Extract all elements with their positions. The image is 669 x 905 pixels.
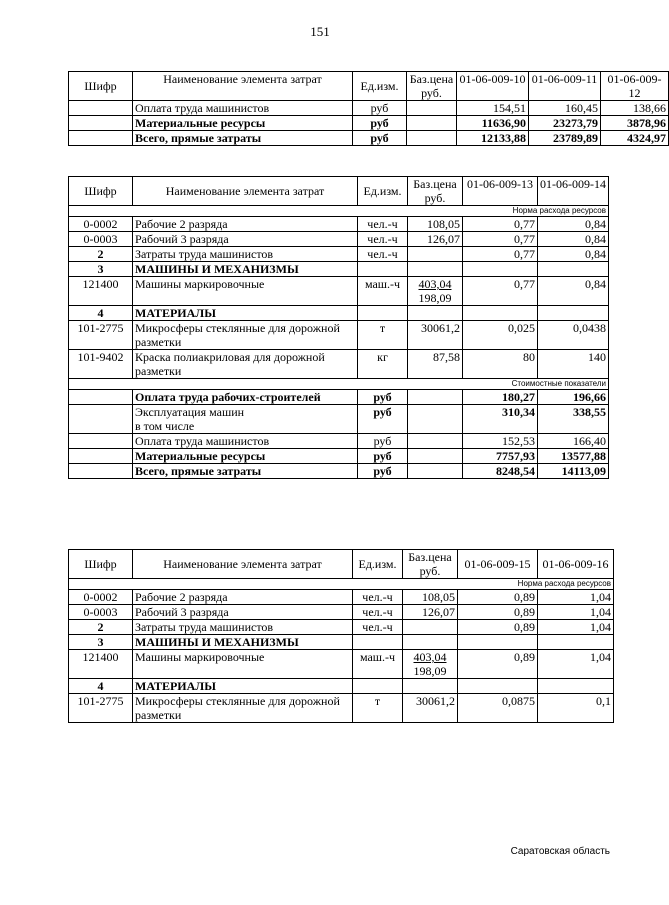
table-header: [69, 550, 614, 579]
row-name: Материальные ресурсы: [133, 116, 353, 131]
table-row: 101-9402 Краска полиакриловая для дорожной разметки кг 87,58 80 140: [69, 350, 609, 379]
row-name: Оплата труда машинистов: [133, 101, 353, 116]
header-col: 01-06-009-13: [463, 177, 538, 206]
section-cost: [69, 379, 609, 390]
table-row: 121400 Машины маркировочные маш.-ч 403,04 198,09 0,77 0,84: [69, 277, 609, 306]
table-1: [68, 71, 669, 146]
header-name: Наименование элемента затрат: [133, 72, 353, 101]
table-row: 0-0002 Рабочие 2 разряда чел.-ч 108,05 0,77 0,84: [69, 217, 609, 232]
header-code: Шифр: [69, 177, 133, 206]
header-price: Баз.цена руб.: [407, 72, 457, 101]
header-unit: Ед.изм.: [353, 550, 403, 579]
row-unit: руб: [353, 116, 407, 131]
table-3: [68, 549, 614, 723]
section-heading: 4 МАТЕРИАЛЫ: [69, 679, 614, 694]
table-row: 121400 Машины маркировочные маш.-ч 403,04 198,09 0,89 1,04: [69, 650, 614, 679]
header-col: 01-06-009-12: [601, 72, 669, 101]
row-value: 4324,97: [601, 131, 669, 146]
table-row: Материальные ресурсы руб 7757,93 13577,88: [69, 449, 609, 464]
section-norm: [69, 579, 614, 590]
header-unit: Ед.изм.: [353, 72, 407, 101]
header-price: Баз.цена руб.: [403, 550, 458, 579]
row-value: 138,66: [601, 101, 669, 116]
header-code: Шифр: [69, 550, 133, 579]
row-unit: руб: [353, 131, 407, 146]
row-value: 23789,89: [529, 131, 601, 146]
norm-label: Норма расхода ресурсов: [69, 206, 609, 217]
table-row: 2 Затраты труда машинистов чел.-ч 0,77 0,84: [69, 247, 609, 262]
row-value: 3878,96: [601, 116, 669, 131]
header-code: Шифр: [69, 72, 133, 101]
header-col: 01-06-009-15: [458, 550, 538, 579]
header-price: Баз.цена руб.: [408, 177, 463, 206]
table-header: [69, 177, 609, 206]
cost-label: Стоимостные показатели: [69, 379, 609, 390]
section-heading: 3 МАШИНЫ И МЕХАНИЗМЫ: [69, 635, 614, 650]
table-row: [69, 101, 669, 116]
table-row: 0-0003 Рабочий 3 разряда чел.-ч 126,07 0,89 1,04: [69, 605, 614, 620]
header-unit: Ед.изм.: [358, 177, 408, 206]
table-row: [69, 131, 669, 146]
table-row: 101-2775 Микросферы стеклянные для дорожной разметки т 30061,2 0,0875 0,1: [69, 694, 614, 723]
table-row: Оплата труда машинистов руб 152,53 166,40: [69, 434, 609, 449]
norm-label: Норма расхода ресурсов: [69, 579, 614, 590]
table-row: Эксплуатация машин в том числе руб 310,34 338,55: [69, 405, 609, 434]
table-row: 0-0003 Рабочий 3 разряда чел.-ч 126,07 0,77 0,84: [69, 232, 609, 247]
table-row: Оплата труда рабочих-строителей руб 180,27 196,66: [69, 390, 609, 405]
table-row: 101-2775 Микросферы стеклянные для дорожной разметки т 30061,2 0,025 0,0438: [69, 321, 609, 350]
header-name: Наименование элемента затрат: [133, 177, 358, 206]
table-row: 0-0002 Рабочие 2 разряда чел.-ч 108,05 0,89 1,04: [69, 590, 614, 605]
header-col: 01-06-009-10: [457, 72, 529, 101]
page-number: 151: [310, 24, 330, 39]
header-col: 01-06-009-14: [538, 177, 609, 206]
table-header: [69, 72, 669, 101]
section-norm: [69, 206, 609, 217]
row-value: 154,51: [457, 101, 529, 116]
row-value: 160,45: [529, 101, 601, 116]
section-heading: 4 МАТЕРИАЛЫ: [69, 306, 609, 321]
header-name: Наименование элемента затрат: [133, 550, 353, 579]
footer-region: Саратовская область: [510, 846, 610, 857]
row-unit: руб: [353, 101, 407, 116]
row-name: Всего, прямые затраты: [133, 131, 353, 146]
row-value: 23273,79: [529, 116, 601, 131]
header-col: 01-06-009-16: [538, 550, 614, 579]
header-col: 01-06-009-11: [529, 72, 601, 101]
row-value: 12133,88: [457, 131, 529, 146]
section-heading: 3 МАШИНЫ И МЕХАНИЗМЫ: [69, 262, 609, 277]
table-2: [68, 176, 609, 479]
table-row: Всего, прямые затраты руб 8248,54 14113,09: [69, 464, 609, 479]
row-value: 11636,90: [457, 116, 529, 131]
table-row: 2 Затраты труда машинистов чел.-ч 0,89 1,04: [69, 620, 614, 635]
table-row: [69, 116, 669, 131]
